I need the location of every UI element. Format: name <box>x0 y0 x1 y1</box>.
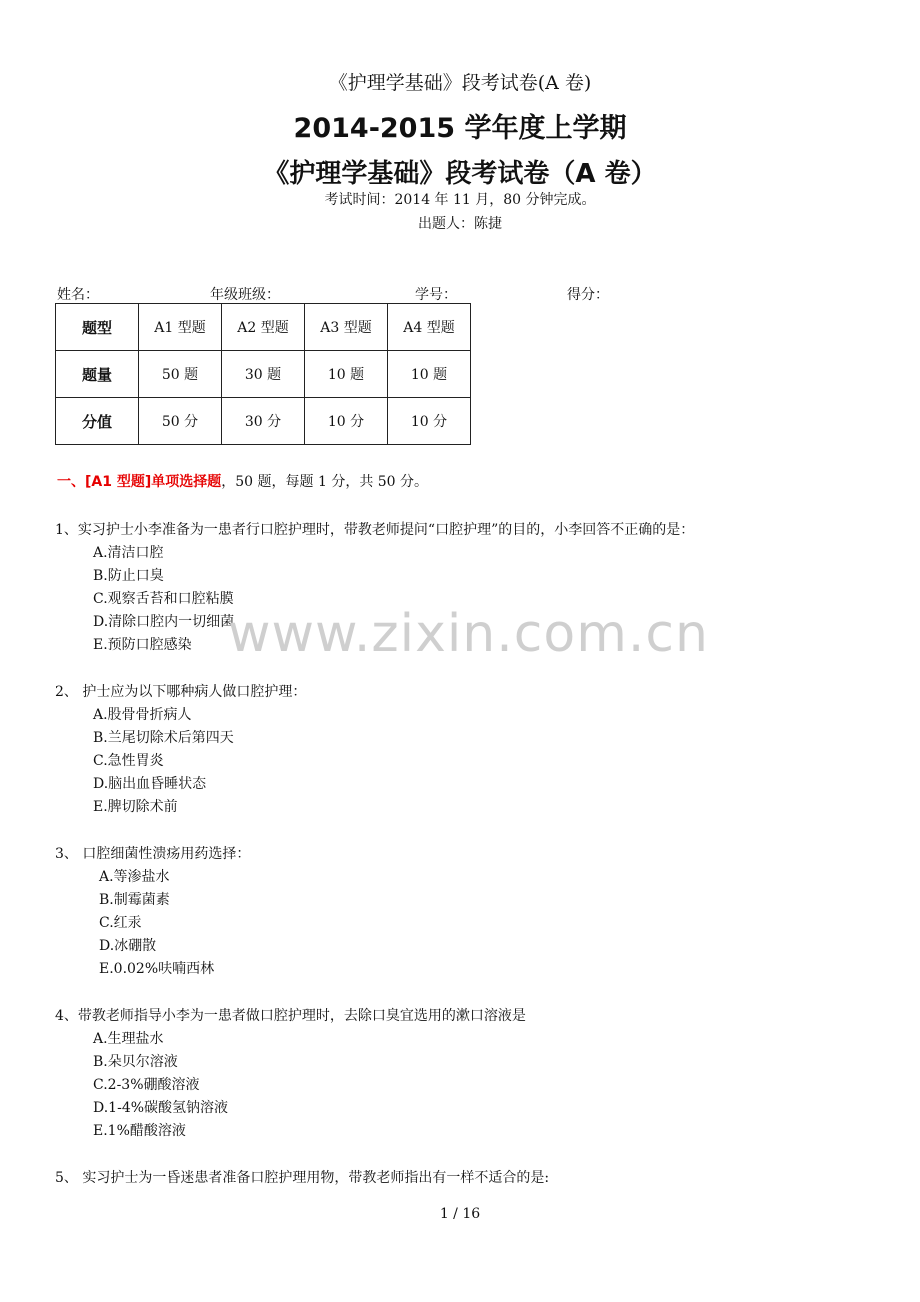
student-no-field-label: 学号： <box>415 287 457 303</box>
question-option: D.1-4%碳酸氢钠溶液 <box>93 1100 229 1116</box>
table-cell: 10 题 <box>305 351 388 398</box>
question-option: B.朵贝尔溶液 <box>93 1054 178 1070</box>
question-option: D.冰硼散 <box>99 938 157 954</box>
question-option: A.清洁口腔 <box>93 545 164 561</box>
table-cell: A1 型题 <box>139 304 222 351</box>
exam-title: 《护理学基础》段考试卷（A 卷） <box>263 159 657 189</box>
grade-class-field-label: 年级班级： <box>210 287 280 303</box>
question-option: C.观察舌苔和口腔粘膜 <box>93 591 234 607</box>
table-cell: 50 题 <box>139 351 222 398</box>
question-option: A.股骨骨折病人 <box>93 707 192 723</box>
exam-time: 考试时间：2014 年 11 月，80 分钟完成。 <box>324 192 596 208</box>
table-cell: 题量 <box>56 351 139 398</box>
score-table <box>55 303 471 445</box>
section-heading-rest: ，50 题，每题 1 分，共 50 分。 <box>221 474 429 490</box>
question-option: E.预防口腔感染 <box>93 637 192 653</box>
question-option: E.脾切除术前 <box>93 799 178 815</box>
table-cell: 10 分 <box>388 398 471 445</box>
exam-author: 出题人：陈捷 <box>418 216 502 232</box>
question-option: D.脑出血昏睡状态 <box>93 776 207 792</box>
question-stem: 3、 口腔细菌性溃疡用药选择： <box>55 846 251 862</box>
table-cell: A4 型题 <box>388 304 471 351</box>
table-cell: 10 题 <box>388 351 471 398</box>
question-option: C.2-3%硼酸溶液 <box>93 1077 200 1093</box>
question-stem: 2、 护士应为以下哪种病人做口腔护理： <box>55 684 307 700</box>
table-cell: A3 型题 <box>305 304 388 351</box>
table-cell: 50 分 <box>139 398 222 445</box>
table-cell: A2 型题 <box>222 304 305 351</box>
watermark: www.zixin.com.cn <box>228 604 709 664</box>
table-cell: 分值 <box>56 398 139 445</box>
question-option: B.制霉菌素 <box>99 892 170 908</box>
question-option: B.兰尾切除术后第四天 <box>93 730 234 746</box>
question-option: E.0.02%呋喃西林 <box>99 961 215 977</box>
question-option: C.急性胃炎 <box>93 753 164 769</box>
exam-title-year: 2014-2015 学年度上学期 <box>293 113 627 144</box>
page-number: 1 / 16 <box>439 1206 481 1222</box>
table-cell: 10 分 <box>305 398 388 445</box>
section-heading-highlight: 一、[A1 型题]单项选择题 <box>57 474 222 490</box>
document-header: 《护理学基础》段考试卷(A 卷) <box>328 72 592 94</box>
section-heading <box>57 471 428 491</box>
name-field-label: 姓名： <box>57 287 99 303</box>
question-stem: 1、实习护士小李准备为一患者行口腔护理时，带教老师提问“口腔护理”的目的，小李回答不正确的是： <box>55 522 695 538</box>
question-option: D.清除口腔内一切细菌 <box>93 614 235 630</box>
table-cell: 题型 <box>56 304 139 351</box>
score-field-label: 得分： <box>567 287 609 303</box>
question-option: C.红汞 <box>99 915 142 931</box>
question-option: E.1%醋酸溶液 <box>93 1123 186 1139</box>
question-option: A.生理盐水 <box>93 1031 164 1047</box>
question-option: B.防止口臭 <box>93 568 164 584</box>
table-cell: 30 分 <box>222 398 305 445</box>
table-row <box>56 398 471 445</box>
question-stem: 4、带教老师指导小李为一患者做口腔护理时，去除口臭宜选用的漱口溶液是 <box>55 1008 526 1024</box>
question-option: A.等渗盐水 <box>99 869 170 885</box>
table-cell: 30 题 <box>222 351 305 398</box>
question-stem: 5、 实习护士为一昏迷患者准备口腔护理用物，带教老师指出有一样不适合的是: <box>55 1170 550 1186</box>
table-row <box>56 351 471 398</box>
table-row <box>56 304 471 351</box>
